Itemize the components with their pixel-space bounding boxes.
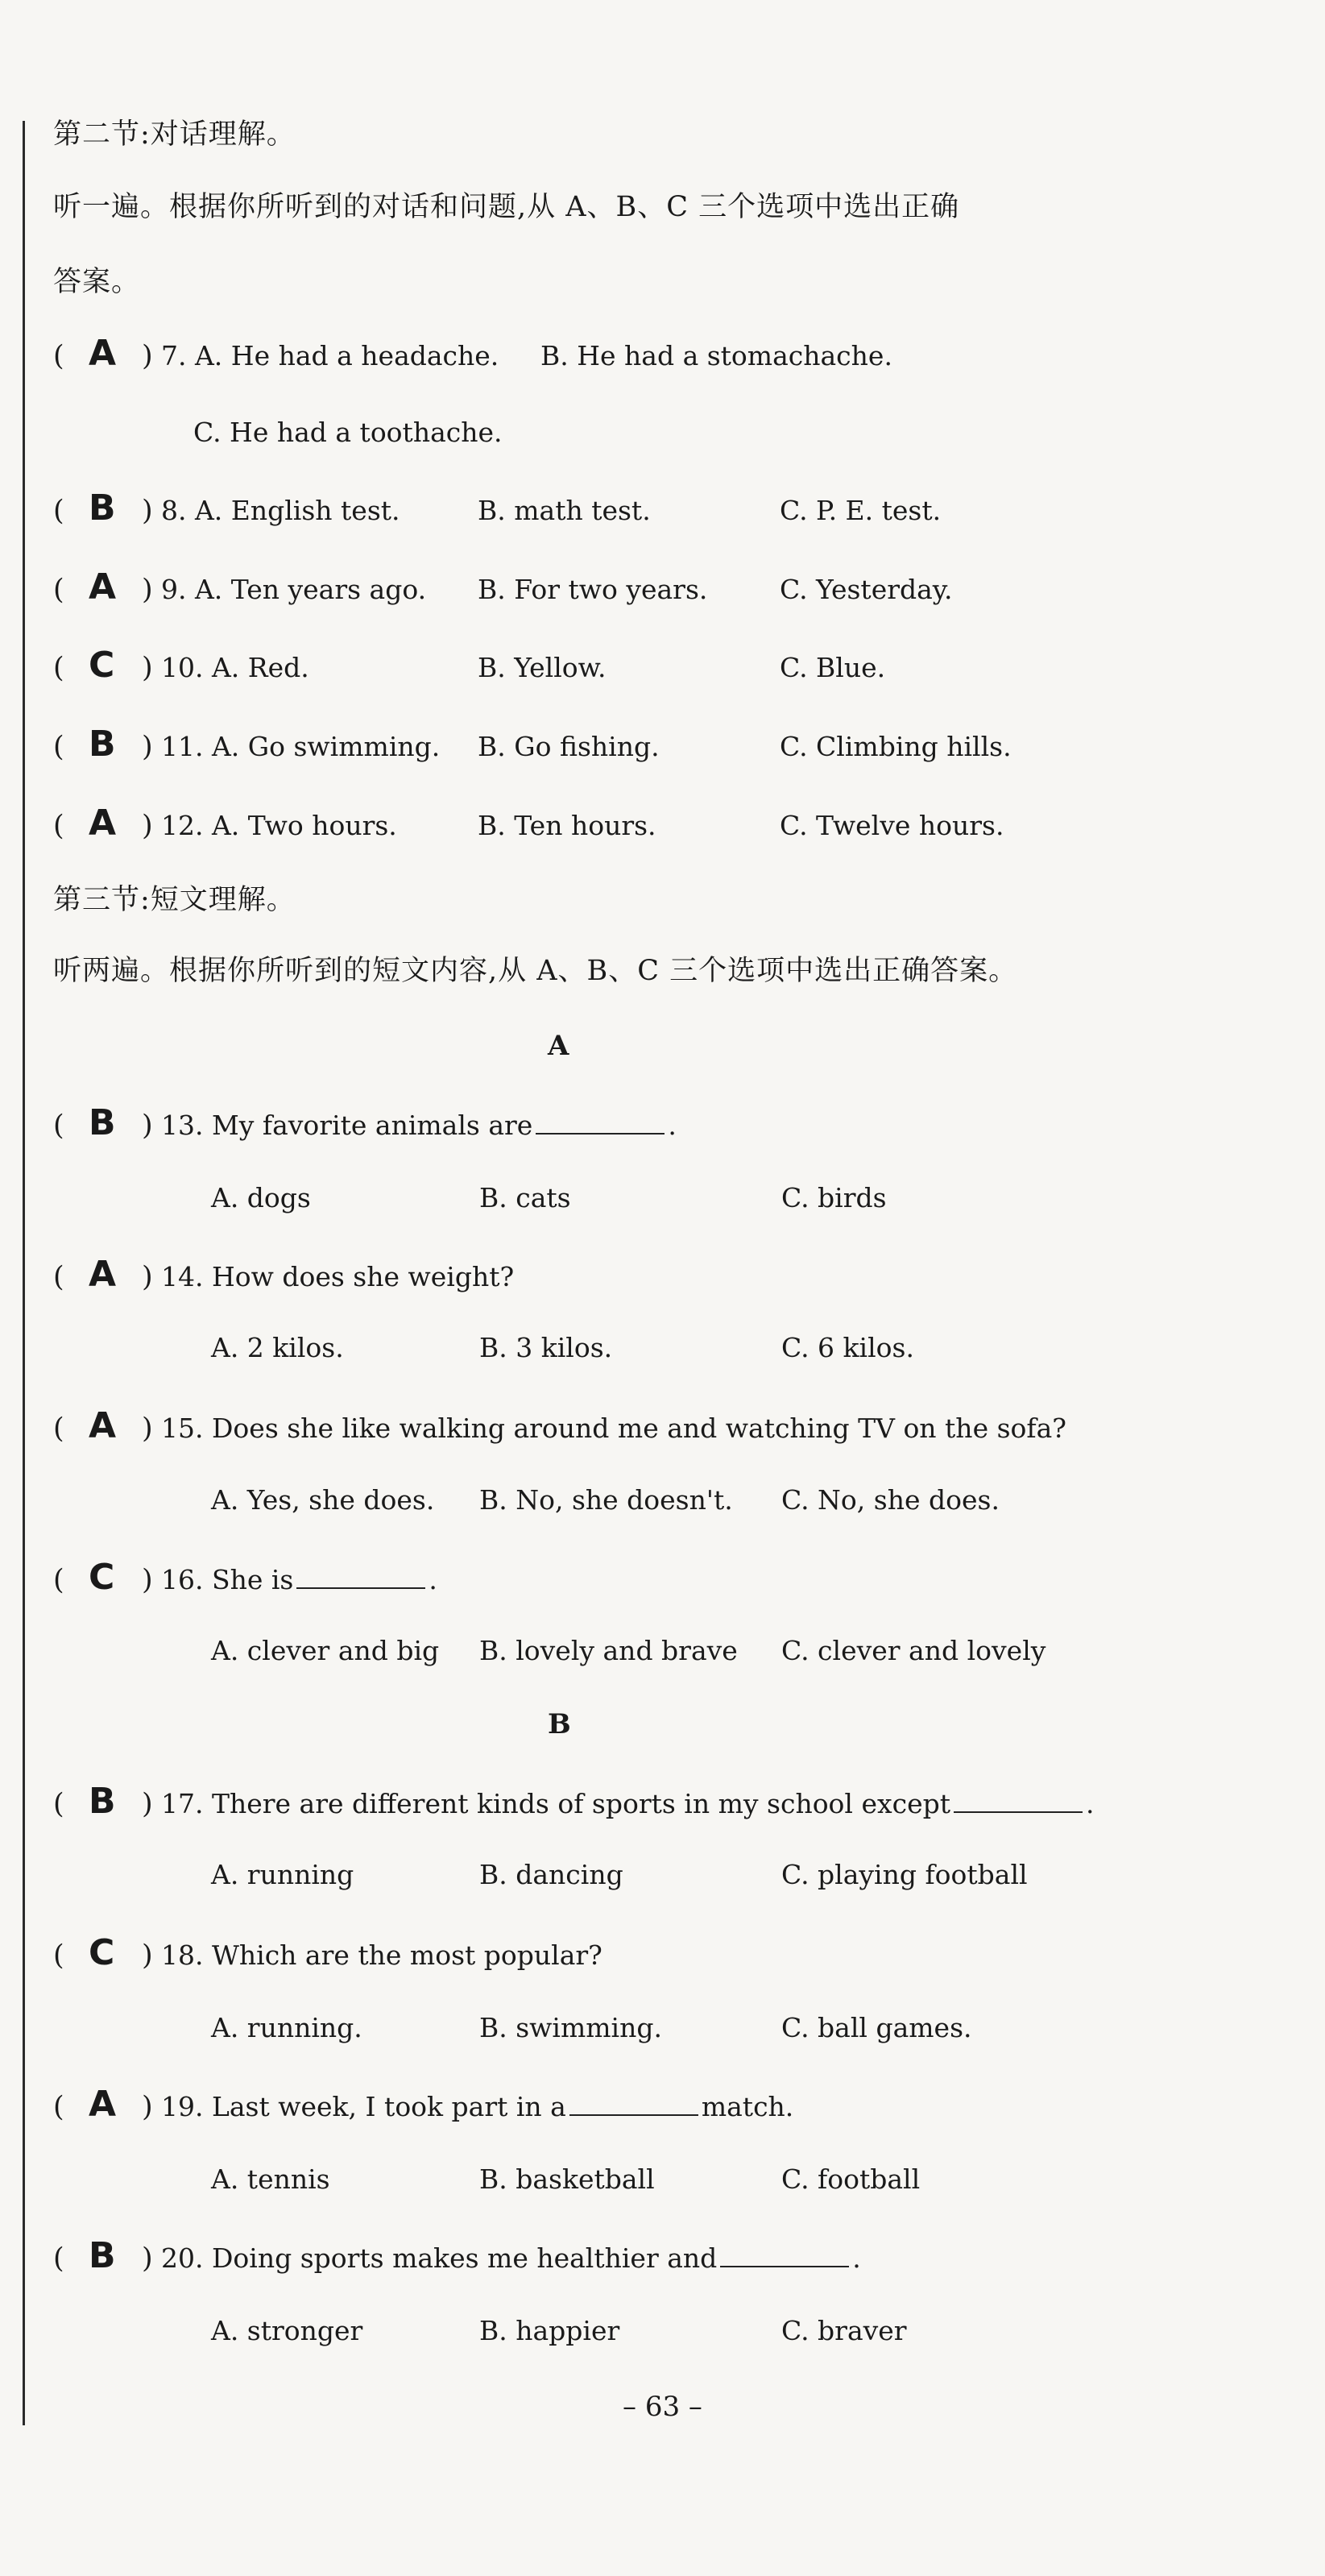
answer-9: A <box>89 566 117 608</box>
q18-option-a: A. running. <box>211 2012 362 2043</box>
q9-option-a: 9. A. Ten years ago. <box>161 574 427 605</box>
answer-15: A <box>89 1405 117 1446</box>
q13-option-c: C. birds <box>781 1182 887 1213</box>
answer-17: B <box>89 1781 116 1822</box>
paren-open: ( <box>53 1261 64 1293</box>
paren-open: ( <box>53 495 64 527</box>
q12-option-a: 12. A. Two hours. <box>161 810 397 841</box>
answer-blank <box>954 1790 1083 1813</box>
q16-stem-text: 16. She is <box>161 1564 294 1595</box>
answer-10: C <box>89 645 115 686</box>
paren-open: ( <box>53 1110 64 1142</box>
q17-stem-end: . <box>1086 1788 1095 1819</box>
question-14 <box>53 1254 1310 1304</box>
paren-open: ( <box>53 1412 64 1445</box>
q14-option-c: C. 6 kilos. <box>781 1332 914 1363</box>
paren-open: ( <box>53 2091 64 2123</box>
question-7 <box>53 333 1310 383</box>
answer-20: B <box>89 2235 116 2276</box>
q17-options <box>161 1861 1289 1894</box>
q10-option-c: C. Blue. <box>780 652 886 683</box>
paren-close: ) <box>142 652 153 684</box>
q19-option-b: B. basketball <box>479 2163 655 2195</box>
paren-close: ) <box>142 1261 153 1293</box>
q16-option-b: B. lovely and brave <box>479 1635 738 1666</box>
q20-stem-text: 20. Doing sports makes me healthier and <box>161 2242 718 2274</box>
q15-option-a: A. Yes, she does. <box>211 1484 435 1516</box>
answer-7: A <box>89 333 117 374</box>
q8-option-b: B. math test. <box>478 495 651 526</box>
q19-option-c: C. football <box>781 2163 921 2195</box>
q16-stem-end: . <box>429 1564 437 1595</box>
paren-open: ( <box>53 1788 64 1820</box>
paren-close: ) <box>142 574 153 606</box>
q14-option-a: A. 2 kilos. <box>211 1332 344 1363</box>
q18-option-c: C. ball games. <box>781 2012 972 2043</box>
question-16 <box>53 1557 1310 1607</box>
q19-options <box>161 2163 1289 2198</box>
q14-stem: 14. How does she weight? <box>161 1261 515 1292</box>
q7-option-b: B. He had a stomachache. <box>540 340 892 371</box>
q17-stem <box>161 1790 1095 1817</box>
q19-stem-text: 19. Last week, I took part in a <box>161 2091 566 2122</box>
q18-options <box>161 2014 1289 2047</box>
question-17 <box>53 1781 1310 1831</box>
paren-open: ( <box>53 2242 64 2275</box>
paren-open: ( <box>53 810 64 842</box>
q17-option-b: B. dancing <box>479 1859 623 1890</box>
q13-stem-end: . <box>668 1110 677 1141</box>
section3-title: 第三节:短文理解。 <box>53 884 296 916</box>
question-20 <box>53 2235 1310 2285</box>
paren-close: ) <box>142 1110 153 1142</box>
q19-option-a: A. tennis <box>211 2163 330 2195</box>
q8-option-c: C. P. E. test. <box>780 495 942 526</box>
q10-option-a: 10. A. Red. <box>161 652 309 683</box>
q13-stem-text: 13. My favorite animals are <box>161 1110 533 1141</box>
paren-close: ) <box>142 1788 153 1820</box>
section3-instruction: 听两遍。根据你所听到的短文内容,从 A、B、C 三个选项中选出正确答案。 <box>53 955 1018 987</box>
answer-16: C <box>89 1557 115 1598</box>
paren-close: ) <box>142 810 153 842</box>
question-19 <box>53 2084 1310 2134</box>
q13-option-b: B. cats <box>479 1182 571 1213</box>
question-13 <box>53 1102 1310 1152</box>
section2-instruction-line2: 答案。 <box>53 266 141 298</box>
paren-open: ( <box>53 1939 64 1972</box>
q20-option-b: B. happier <box>479 2315 620 2346</box>
q18-option-b: B. swimming. <box>479 2012 662 2043</box>
q17-stem-text: 17. There are different kinds of sports in my school except <box>161 1788 951 1819</box>
q17-option-a: A. running <box>211 1859 354 1890</box>
page-number: – 63 – <box>623 2391 702 2423</box>
part-b-heading: B <box>548 1708 571 1740</box>
answer-blank <box>296 1566 425 1589</box>
q16-options <box>161 1637 1289 1670</box>
q7-option-c: C. He had a toothache. <box>193 417 503 448</box>
margin-rule <box>23 121 25 2425</box>
paren-close: ) <box>142 340 153 372</box>
q18-stem: 18. Which are the most popular? <box>161 1939 602 1971</box>
answer-13: B <box>89 1102 116 1143</box>
q7-option-a: 7. A. He had a headache. <box>161 340 499 371</box>
q13-options <box>161 1184 1289 1217</box>
question-15 <box>53 1405 1310 1455</box>
paren-open: ( <box>53 1564 64 1596</box>
q15-stem: 15. Does she like walking around me and watching TV on the sofa? <box>161 1412 1066 1444</box>
q19-stem-end: match. <box>701 2091 794 2122</box>
q15-option-b: B. No, she doesn't. <box>479 1484 733 1516</box>
q12-option-b: B. Ten hours. <box>478 810 656 841</box>
q20-option-c: C. braver <box>781 2315 907 2346</box>
q14-options <box>161 1334 1289 1367</box>
q10-option-b: B. Yellow. <box>478 652 607 683</box>
paren-close: ) <box>142 1564 153 1596</box>
q17-option-c: C. playing football <box>781 1859 1028 1890</box>
q19-stem <box>161 2093 793 2120</box>
question-10 <box>53 645 1310 695</box>
paren-open: ( <box>53 652 64 684</box>
question-8 <box>53 487 1310 537</box>
answer-14: A <box>89 1254 117 1295</box>
q8-option-a: 8. A. English test. <box>161 495 400 526</box>
q20-stem <box>161 2242 861 2274</box>
q15-option-c: C. No, she does. <box>781 1484 1000 1516</box>
q20-option-a: A. stronger <box>211 2315 363 2346</box>
question-12 <box>53 803 1310 852</box>
q11-option-b: B. Go fishing. <box>478 731 660 762</box>
question-18 <box>53 1932 1310 1982</box>
answer-19: A <box>89 2084 117 2125</box>
answer-12: A <box>89 803 117 844</box>
answer-18: C <box>89 1932 115 1973</box>
q13-stem <box>161 1112 677 1139</box>
answer-blank <box>720 2245 849 2267</box>
q12-option-c: C. Twelve hours. <box>780 810 1004 841</box>
part-a-heading: A <box>548 1030 569 1062</box>
q15-options <box>161 1484 1289 1519</box>
answer-blank <box>569 2093 698 2116</box>
section2-title: 第二节:对话理解。 <box>53 118 296 151</box>
paren-close: ) <box>142 1939 153 1972</box>
paren-close: ) <box>142 2242 153 2275</box>
answer-8: B <box>89 487 116 529</box>
paren-open: ( <box>53 340 64 372</box>
q13-option-a: A. dogs <box>211 1182 311 1213</box>
q11-option-c: C. Climbing hills. <box>780 731 1012 762</box>
q20-options <box>161 2317 1289 2350</box>
question-9 <box>53 566 1310 616</box>
paren-close: ) <box>142 1412 153 1445</box>
paren-close: ) <box>142 495 153 527</box>
q16-option-a: A. clever and big <box>211 1635 440 1666</box>
q16-stem <box>161 1566 437 1593</box>
paren-close: ) <box>142 2091 153 2123</box>
answer-blank <box>536 1112 665 1135</box>
answer-11: B <box>89 724 116 765</box>
q16-option-c: C. clever and lovely <box>781 1635 1046 1666</box>
section2-instruction-line1: 听一遍。根据你所听到的对话和问题,从 A、B、C 三个选项中选出正确 <box>53 191 960 223</box>
q9-option-c: C. Yesterday. <box>780 574 953 605</box>
q9-option-b: B. For two years. <box>478 574 708 605</box>
paren-close: ) <box>142 731 153 763</box>
q20-stem-end: . <box>852 2242 861 2274</box>
paren-open: ( <box>53 731 64 763</box>
question-11 <box>53 724 1310 774</box>
paren-open: ( <box>53 574 64 606</box>
q14-option-b: B. 3 kilos. <box>479 1332 613 1363</box>
q11-option-a: 11. A. Go swimming. <box>161 731 441 762</box>
